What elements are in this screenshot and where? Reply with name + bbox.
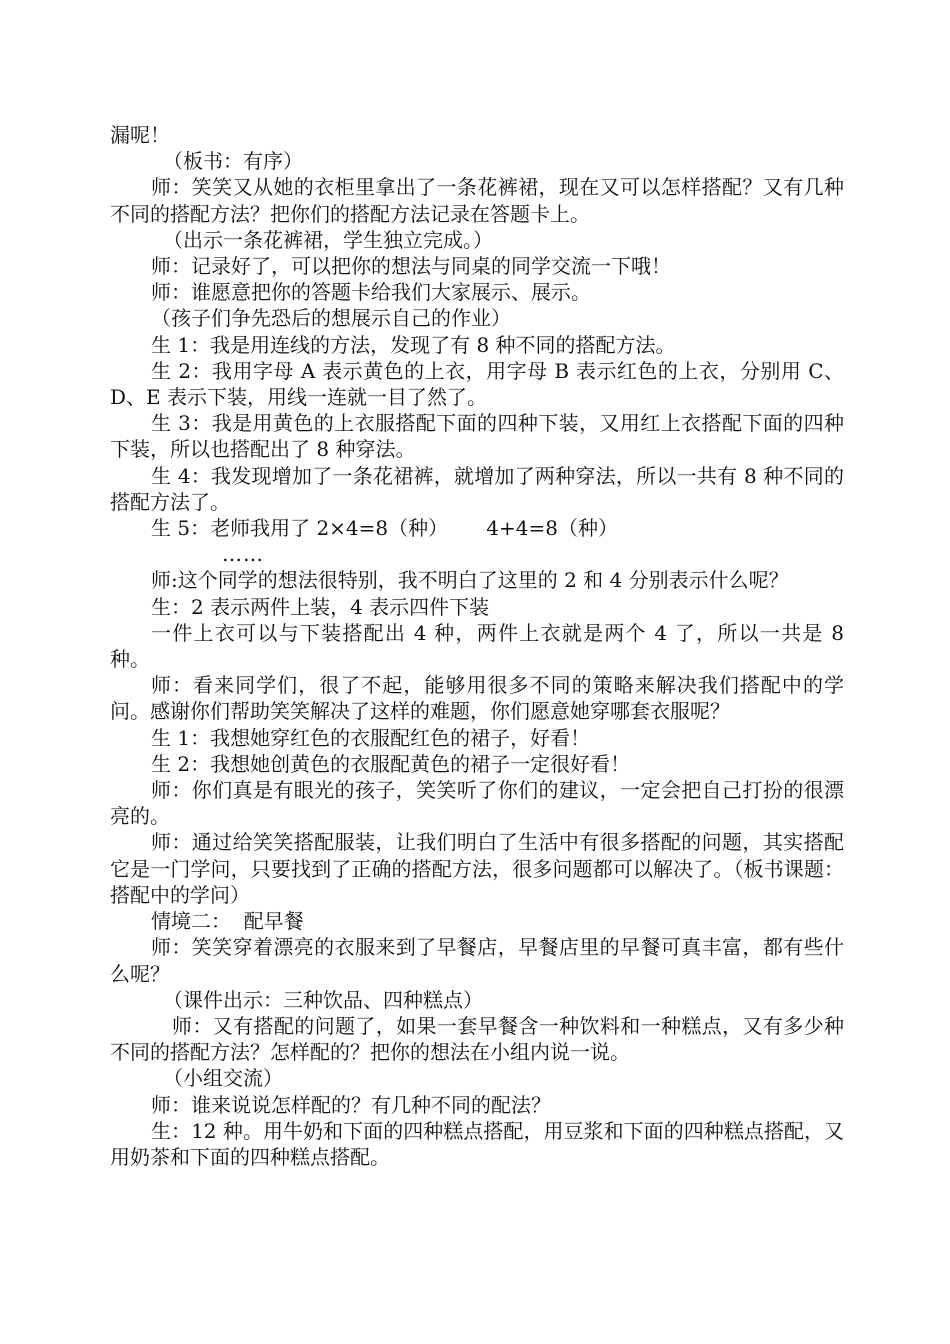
paragraph-formula: 生 5：老师我用了 2×4=8（种） 4+4=8（种） <box>151 516 618 541</box>
paragraph: 生：2 表示两件上装，4 表示四件下装 <box>151 594 490 619</box>
paragraph: 师:这个同学的想法很特别，我不明白了这里的 2 和 4 分别表示什么呢？ <box>151 568 789 593</box>
paragraph: 师：看来同学们，很了不起，能够用很多不同的策略来解决我们搭配中的学问。感谢你们帮助笑笑解决了这样的难题，你们愿意她穿哪套衣服呢？ <box>110 673 844 724</box>
paragraph: 生 2：我想她创黄色的衣服配黄色的裙子一定很好看！ <box>151 751 631 776</box>
lesson-transcript <box>110 122 844 1170</box>
paragraph: 生 4：我发现增加了一条花裙裤，就增加了两种穿法，所以一共有 8 种不同的搭配方法了。 <box>110 463 844 514</box>
paragraph: 生 1：我是用连线的方法，发现了有 8 种不同的搭配方法。 <box>151 332 676 357</box>
paragraph: （课件出示：三种饮品、四种糕点） <box>163 987 483 1012</box>
paragraph: 漏呢！ <box>110 123 170 147</box>
paragraph: 师：又有搭配的问题了，如果一套早餐含一种饮料和一种糕点，又有多少种不同的搭配方法？怎样配的？把你的想法在小组内说一说。 <box>110 1013 844 1065</box>
paragraph: 生 2：我用字母 A 表示黄色的上衣，用字母 B 表示红色的上衣，分别用 C、D、E 表示下装，用线一连就一目了然了。 <box>110 358 844 410</box>
section-heading: 情境二： 配早餐 <box>151 909 304 934</box>
paragraph: （板书：有序） <box>163 149 303 174</box>
paragraph: 师：谁愿意把你的答题卡给我们大家展示、展示。 <box>151 280 591 305</box>
paragraph: 师：笑笑又从她的衣柜里拿出了一条花裤裙，现在又可以怎样搭配？又有几种不同的搭配方法？把你们的搭配方法记录在答题卡上。 <box>110 175 844 226</box>
paragraph: 师：笑笑穿着漂亮的衣服来到了早餐店，早餐店里的早餐可真丰富，都有些什么呢？ <box>110 935 844 986</box>
ellipsis-line: …… <box>222 542 264 567</box>
paragraph: 师：谁来说说怎样配的？有几种不同的配法？ <box>151 1092 551 1117</box>
paragraph: 生 1：我想她穿红色的衣服配红色的裙子，好看！ <box>151 725 591 750</box>
paragraph: 师：通过给笑笑搭配服装，让我们明白了生活中有很多搭配的问题，其实搭配它是一门学问，只要找到了正确的搭配方法，很多问题都可以解决了。（板书课题：搭配中的学问） <box>110 830 844 907</box>
paragraph: （孩子们争先恐后的想展示自己的作业） <box>151 306 511 331</box>
paragraph: 生 3：我是用黄色的上衣服搭配下面的四种下装，又用红上衣搭配下面的四种下装，所以也搭配出了 8 种穿法。 <box>110 411 844 462</box>
paragraph: 师：你们真是有眼光的孩子，笑笑听了你们的建议，一定会把自己打扮的很漂亮的。 <box>110 778 844 829</box>
paragraph: （小组交流） <box>163 1066 283 1091</box>
paragraph: 一件上衣可以与下装搭配出 4 种，两件上衣就是两个 4 了，所以一共是 8 种。 <box>110 620 844 672</box>
paragraph: 师：记录好了，可以把你的想法与同桌的同学交流一下哦！ <box>151 254 671 279</box>
paragraph: （出示一条花裤裙，学生独立完成。） <box>163 227 493 252</box>
paragraph: 生：12 种。用牛奶和下面的四种糕点搭配，用豆浆和下面的四种糕点搭配，又用奶茶和下面的四种糕点搭配。 <box>110 1118 844 1169</box>
